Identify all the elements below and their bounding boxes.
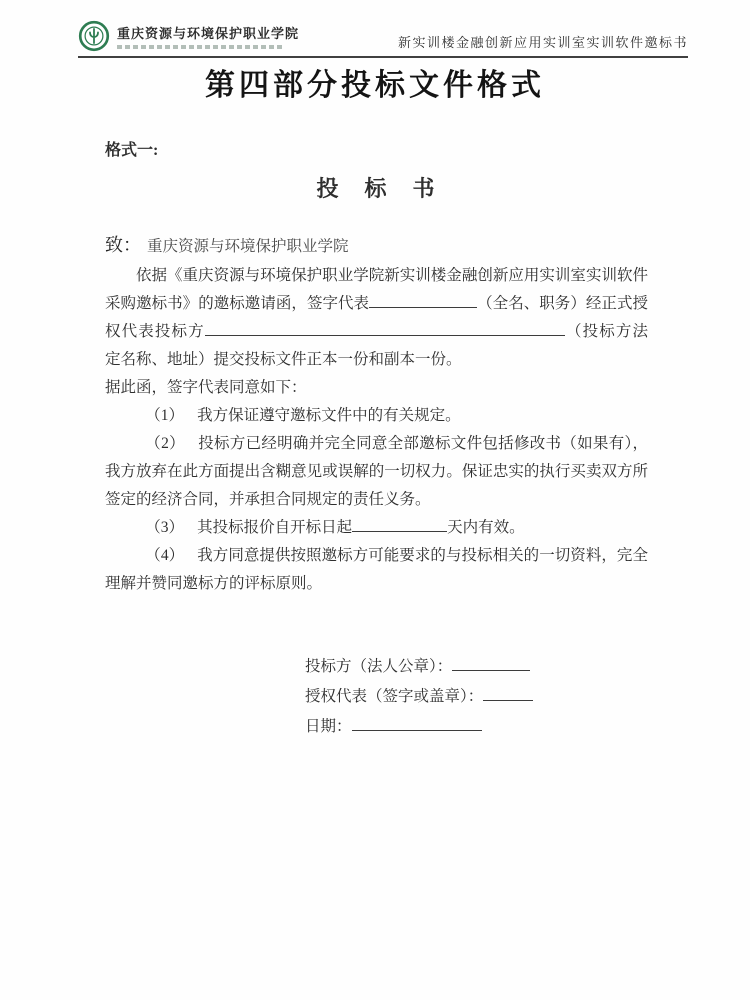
signature-date-line [305,712,648,742]
blank-line-bidder-name [205,322,565,336]
paragraph-agreement-intro: 据此函，签字代表同意如下： [105,379,307,396]
salutation-line [105,230,648,262]
item-4-number: （4） [145,547,185,564]
list-item-2 [105,430,648,514]
blank-line-date [352,717,482,731]
salutation-recipient: 重庆资源与环境保护职业学院 [147,238,349,255]
document-content [105,140,648,742]
item-3-number: （3） [145,519,185,536]
item-1-number: （1） [145,407,185,424]
blank-line-bidder-seal [452,657,530,671]
signature-authorized-rep-label: 授权代表（签字或盖章）： [305,688,484,705]
blank-line-validity-days [352,518,447,532]
paragraph-basis-seg2: （全名、职务）经正式授权代表投标方 [105,295,648,340]
signature-date-label: 日期： [305,718,352,735]
signature-bidder-seal-line [305,652,648,682]
college-logo-text [117,23,299,49]
page-header [78,20,688,58]
college-logo-icon [78,20,110,52]
college-logo-block [78,20,299,52]
paragraph-basis-seg1: 依据《重庆资源与环境保护职业学院新实训楼金融创新应用实训室实训软件采购邀标书》的邀标邀请函，签字代表 [105,267,648,312]
list-item-1 [105,402,648,430]
page-title: 第四部分投标文件格式 [205,69,545,102]
item-2-text: 投标方已经明确并完全同意全部邀标文件包括修改书（如果有），我方放弃在此方面提出含糊意见或误解的一切权力。保证忠实的执行买卖双方所签定的经济合同，并承担合同规定的责任义务。 [105,435,648,508]
item-1-text: 我方保证遵守邀标文件中的有关规定。 [197,407,461,424]
item-3-text-after: 天内有效。 [447,519,525,536]
item-3-text-before: 其投标报价自开标日起 [197,519,353,536]
signature-authorized-rep-line [305,682,648,712]
blank-line-authorized-rep [483,687,533,701]
paragraph-basis [105,262,648,374]
salutation-prefix: 致： [105,235,141,255]
format-label: 格式一: [105,142,159,159]
college-name: 重庆资源与环境保护职业学院 [117,26,300,41]
bid-letter-title: 投 标 书 [316,176,437,201]
blank-line-representative-name [369,294,477,308]
list-item-3 [105,514,648,542]
signature-block [305,652,648,742]
logo-subtext-line [117,45,285,49]
paragraph-basis-seg3: （投标方法定名称、地址）提交投标文件正本一份和副本一份。 [105,323,648,368]
signature-bidder-seal-label: 投标方（法人公章）： [305,658,453,675]
item-4-text: 我方同意提供按照邀标方可能要求的与投标相关的一切资料，完全理解并赞同邀标方的评标原则。 [105,547,648,592]
item-2-number: （2） [145,435,185,452]
header-doc-reference: 新实训楼金融创新应用实训室实训软件邀标书 [397,35,688,50]
list-item-4 [105,542,648,598]
